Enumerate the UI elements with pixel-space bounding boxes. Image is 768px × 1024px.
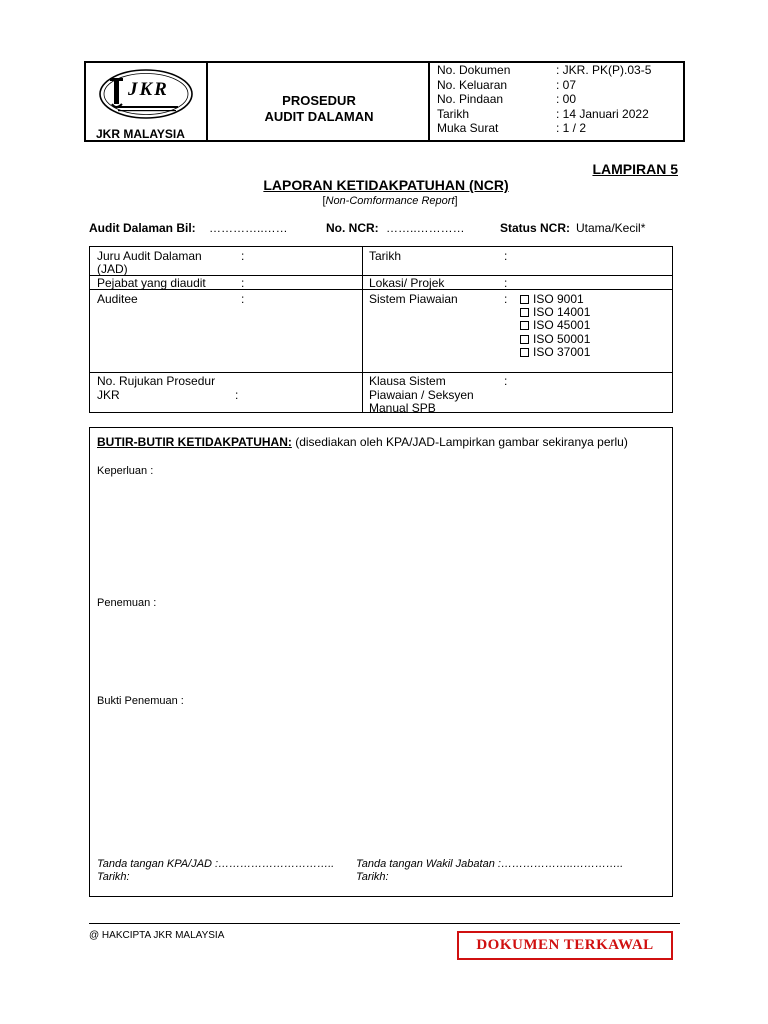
bukti-penemuan-label: Bukti Penemuan : <box>97 695 184 707</box>
checkbox-icon[interactable] <box>520 295 529 304</box>
details-box <box>89 427 673 897</box>
details-heading-note: (disediakan oleh KPA/JAD-Lampirkan gambar sekiranya perlu) <box>295 435 628 449</box>
footer-rule <box>89 923 680 924</box>
sistem-piawaian-colon: : <box>504 292 508 306</box>
report-title: LAPORAN KETIDAKPATUHAN (NCR) <box>263 177 509 193</box>
klausa-label-1: Klausa Sistem <box>369 374 446 388</box>
rujukan-label-2: JKR <box>97 388 120 402</box>
dokumen-terkawal-stamp <box>457 931 673 960</box>
iso-option-label: ISO 37001 <box>533 345 591 359</box>
ncr-no-label: No. NCR: <box>326 221 379 235</box>
subtitle-close-bracket: ] <box>454 195 458 207</box>
subtitle-text: Non-Comformance Report <box>325 195 455 207</box>
lokasi-label: Lokasi/ Projek <box>369 276 445 290</box>
keperluan-label: Keperluan : <box>97 465 154 477</box>
stamp-text: DOKUMEN TERKAWAL <box>476 937 654 953</box>
details-heading-row <box>97 435 628 449</box>
iso-option-label: ISO 14001 <box>533 305 591 319</box>
meta-value-pindaan: : 00 <box>556 92 577 106</box>
iso-option[interactable] <box>520 332 590 346</box>
meta-label-pindaan: No. Pindaan <box>437 92 504 106</box>
header-title-line1: PROSEDUR <box>282 93 356 108</box>
status-ncr-value: Utama/Kecil* <box>576 221 646 235</box>
subtitle-open-bracket: [ <box>322 195 326 207</box>
checkbox-icon[interactable] <box>520 321 529 330</box>
header-title-line2: AUDIT DALAMAN <box>264 109 374 124</box>
iso-option-label: ISO 50001 <box>533 332 591 346</box>
sistem-piawaian-label: Sistem Piawaian <box>369 292 458 306</box>
juru-audit-colon: : <box>241 249 245 263</box>
tarikh-label: Tarikh <box>369 249 402 263</box>
juru-audit-label: Juru Audit Dalaman <box>97 249 202 263</box>
checkbox-icon[interactable] <box>520 308 529 317</box>
info-row-line-3 <box>89 372 673 373</box>
meta-label-keluaran: No. Keluaran <box>437 78 508 92</box>
checkbox-icon[interactable] <box>520 335 529 344</box>
iso-option-label: ISO 45001 <box>533 318 591 332</box>
report-subtitle <box>0 194 768 208</box>
iso-option[interactable] <box>520 318 590 332</box>
meta-value-dokumen: : JKR. PK(P).03-5 <box>556 63 652 77</box>
lampiran-label: LAMPIRAN 5 <box>592 161 678 177</box>
org-name: JKR MALAYSIA <box>96 127 185 141</box>
copyright-text: @ HAKCIPTA JKR MALAYSIA <box>89 930 225 941</box>
info-table-divider <box>362 246 363 413</box>
meta-label-tarikh: Tarikh <box>437 107 470 121</box>
logo-text: JKR <box>128 79 169 100</box>
details-heading: BUTIR-BUTIR KETIDAKPATUHAN: <box>97 435 292 449</box>
lokasi-colon: : <box>504 276 508 290</box>
iso-option-label: ISO 9001 <box>533 292 584 306</box>
rujukan-label-1: No. Rujukan Prosedur <box>97 374 216 388</box>
meta-value-keluaran: : 07 <box>556 78 577 92</box>
juru-audit-label-2: (JAD) <box>97 262 128 276</box>
rujukan-colon: : <box>235 388 239 402</box>
auditee-label: Auditee <box>97 292 138 306</box>
pejabat-colon: : <box>241 276 245 290</box>
klausa-label-3: Manual SPB <box>369 401 436 415</box>
signature-wakil-jabatan: Tanda tangan Wakil Jabatan :………………..………….. <box>356 858 624 870</box>
iso-option[interactable] <box>520 305 590 319</box>
pejabat-label: Pejabat yang diaudit <box>97 276 206 290</box>
klausa-label-2: Piawaian / Seksyen <box>369 388 474 402</box>
penemuan-label: Penemuan : <box>97 597 157 609</box>
meta-label-muka-surat: Muka Surat <box>437 121 499 135</box>
auditee-colon: : <box>241 292 245 306</box>
tarikh-right-label: Tarikh: <box>356 871 389 883</box>
ncr-no-dots: ……..………… <box>386 221 465 235</box>
tarikh-colon: : <box>504 249 508 263</box>
iso-option[interactable] <box>520 345 590 359</box>
checkbox-icon[interactable] <box>520 348 529 357</box>
iso-option[interactable] <box>520 292 584 306</box>
audit-bil-label: Audit Dalaman Bil: <box>89 221 196 235</box>
meta-label-dokumen: No. Dokumen <box>437 63 511 77</box>
status-ncr-label: Status NCR: <box>500 221 571 235</box>
audit-bil-dots: …………..…… <box>209 221 288 235</box>
meta-value-tarikh: : 14 Januari 2022 <box>556 107 649 121</box>
signature-kpa-jad: Tanda tangan KPA/JAD :………………………….. <box>97 858 335 870</box>
tarikh-left-label: Tarikh: <box>97 871 130 883</box>
meta-value-muka-surat: : 1 / 2 <box>556 121 587 135</box>
klausa-colon: : <box>504 374 508 388</box>
jkr-logo <box>98 68 194 120</box>
